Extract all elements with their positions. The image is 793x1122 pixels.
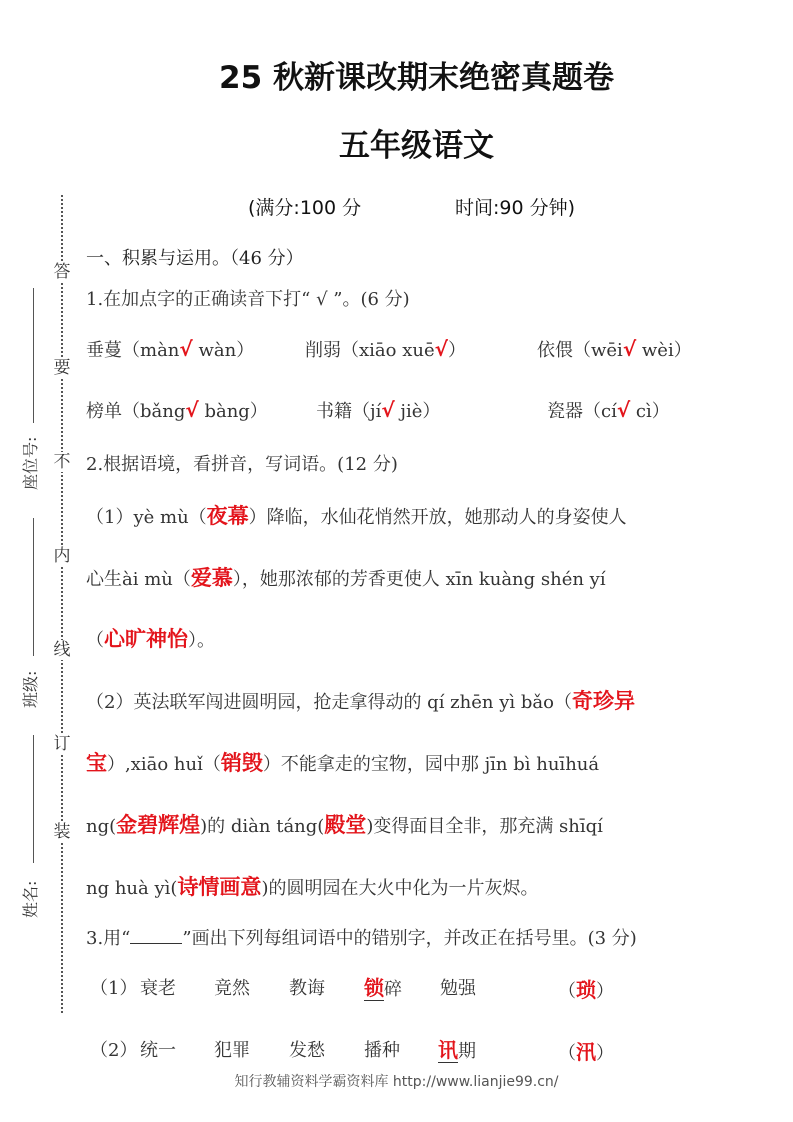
question-1-prompt: 1.在加点字的正确读音下打“ √ ”。(6 分) (86, 289, 410, 310)
wrong-word: 讯期 (438, 1038, 476, 1062)
correction-answer: 琐 (576, 978, 596, 1002)
exam-title: 25 秋新课改期末绝密真题卷 (219, 60, 614, 96)
pinyin-option: 瓷器（cí√ cì） (547, 398, 670, 422)
answer-text: 爱慕 (190, 566, 233, 590)
binding-char: 内 (53, 546, 71, 566)
wrong-char: 锁 (364, 976, 384, 1000)
binding-dotted-line (61, 195, 63, 1013)
class-label: 班级: (21, 670, 40, 708)
question-2-line: ng(金碧辉煌)的 diàn táng(殿堂)变得面目全非，那充满 shīqí (86, 813, 603, 837)
answer-text: 夜幕 (206, 504, 249, 528)
pinyin-option: 削弱（xiāo xuē√） (305, 337, 466, 361)
word: 统一 (140, 1040, 176, 1061)
seat-number-line (33, 288, 34, 423)
full-score: (满分:100 分 (248, 197, 362, 219)
check-mark: √ (179, 337, 193, 361)
typo-row-2: （2） (90, 1040, 138, 1061)
correction-paren: （汛） (558, 1040, 614, 1064)
binding-char: 答 (53, 262, 71, 282)
underline-blank (130, 929, 182, 944)
check-mark: √ (434, 337, 448, 361)
section-heading: 一、积累与运用。（46 分） (86, 248, 304, 269)
answer-text: 心旷神怡 (104, 627, 188, 651)
binding-char: 订 (53, 734, 71, 754)
question-2-line: 心生ài mù（爱慕），她那浓郁的芳香更使人 xīn kuàng shén yí (86, 566, 606, 590)
word: 教诲 (289, 978, 325, 999)
question-2-line: ng huà yì(诗情画意)的圆明园在大火中化为一片灰烬。 (86, 875, 539, 899)
word: 勉强 (440, 978, 476, 999)
correction-paren: （琐） (558, 978, 614, 1002)
correction-answer: 汛 (576, 1040, 596, 1064)
word: 犯罪 (214, 1040, 250, 1061)
binding-char: 线 (53, 640, 71, 660)
binding-char: 要 (53, 358, 71, 378)
typo-row-1: （1） (90, 978, 138, 999)
exam-time: 时间:90 分钟) (455, 197, 576, 219)
answer-text: 宝 (86, 751, 107, 775)
word: 发愁 (289, 1040, 325, 1061)
answer-text: 奇珍异 (571, 689, 635, 713)
check-mark: √ (622, 337, 637, 361)
question-2-line: （心旷神怡）。 (86, 627, 215, 651)
pinyin-option: 依偎（wēi√ wèi） (537, 337, 692, 361)
class-line (33, 518, 34, 656)
word: 衰老 (140, 978, 176, 999)
binding-char: 不 (53, 452, 71, 472)
wrong-word: 锁碎 (364, 976, 402, 1000)
exam-subtitle: 五年级语文 (339, 128, 494, 164)
word: 播种 (364, 1040, 400, 1061)
question-3-prompt: 3.用“ ”画出下列每组词语中的错别字，并改正在括号里。(3 分) (86, 928, 637, 949)
binding-char: 装 (53, 822, 71, 842)
answer-text: 殿堂 (324, 813, 367, 837)
pinyin-option: 榜单（bǎng√ bàng） (86, 398, 268, 422)
word: 竟然 (214, 978, 250, 999)
question-2-line: （1）yè mù（夜幕）降临，水仙花悄然开放，她那动人的身姿使人 (86, 504, 627, 528)
name-line (33, 735, 34, 863)
footer-source: 知行教辅资料学霸资料库 http://www.lianjie99.cn/ (234, 1074, 559, 1090)
check-mark: √ (185, 398, 199, 422)
question-2-prompt: 2.根据语境，看拼音，写词语。(12 分) (86, 454, 398, 475)
pinyin-option: 书籍（jí√ jiè） (316, 398, 441, 422)
pinyin-option: 垂蔓（màn√ wàn） (86, 337, 255, 361)
check-mark: √ (381, 398, 395, 422)
question-2-line: 宝）,xiāo huǐ（销毁）不能拿走的宝物，园中那 jīn bì huīhuá (86, 751, 600, 775)
check-mark: √ (616, 398, 631, 422)
answer-text: 销毁 (220, 751, 263, 775)
answer-text: 诗情画意 (177, 875, 262, 899)
wrong-char: 讯 (438, 1038, 458, 1062)
name-label: 姓名: (21, 880, 40, 918)
question-2-line: （2）英法联军闯进圆明园，抢走拿得动的 qí zhēn yì bǎo（奇珍异 (86, 689, 635, 713)
seat-number-label: 座位号: (21, 436, 40, 490)
answer-text: 金碧辉煌 (116, 813, 201, 837)
